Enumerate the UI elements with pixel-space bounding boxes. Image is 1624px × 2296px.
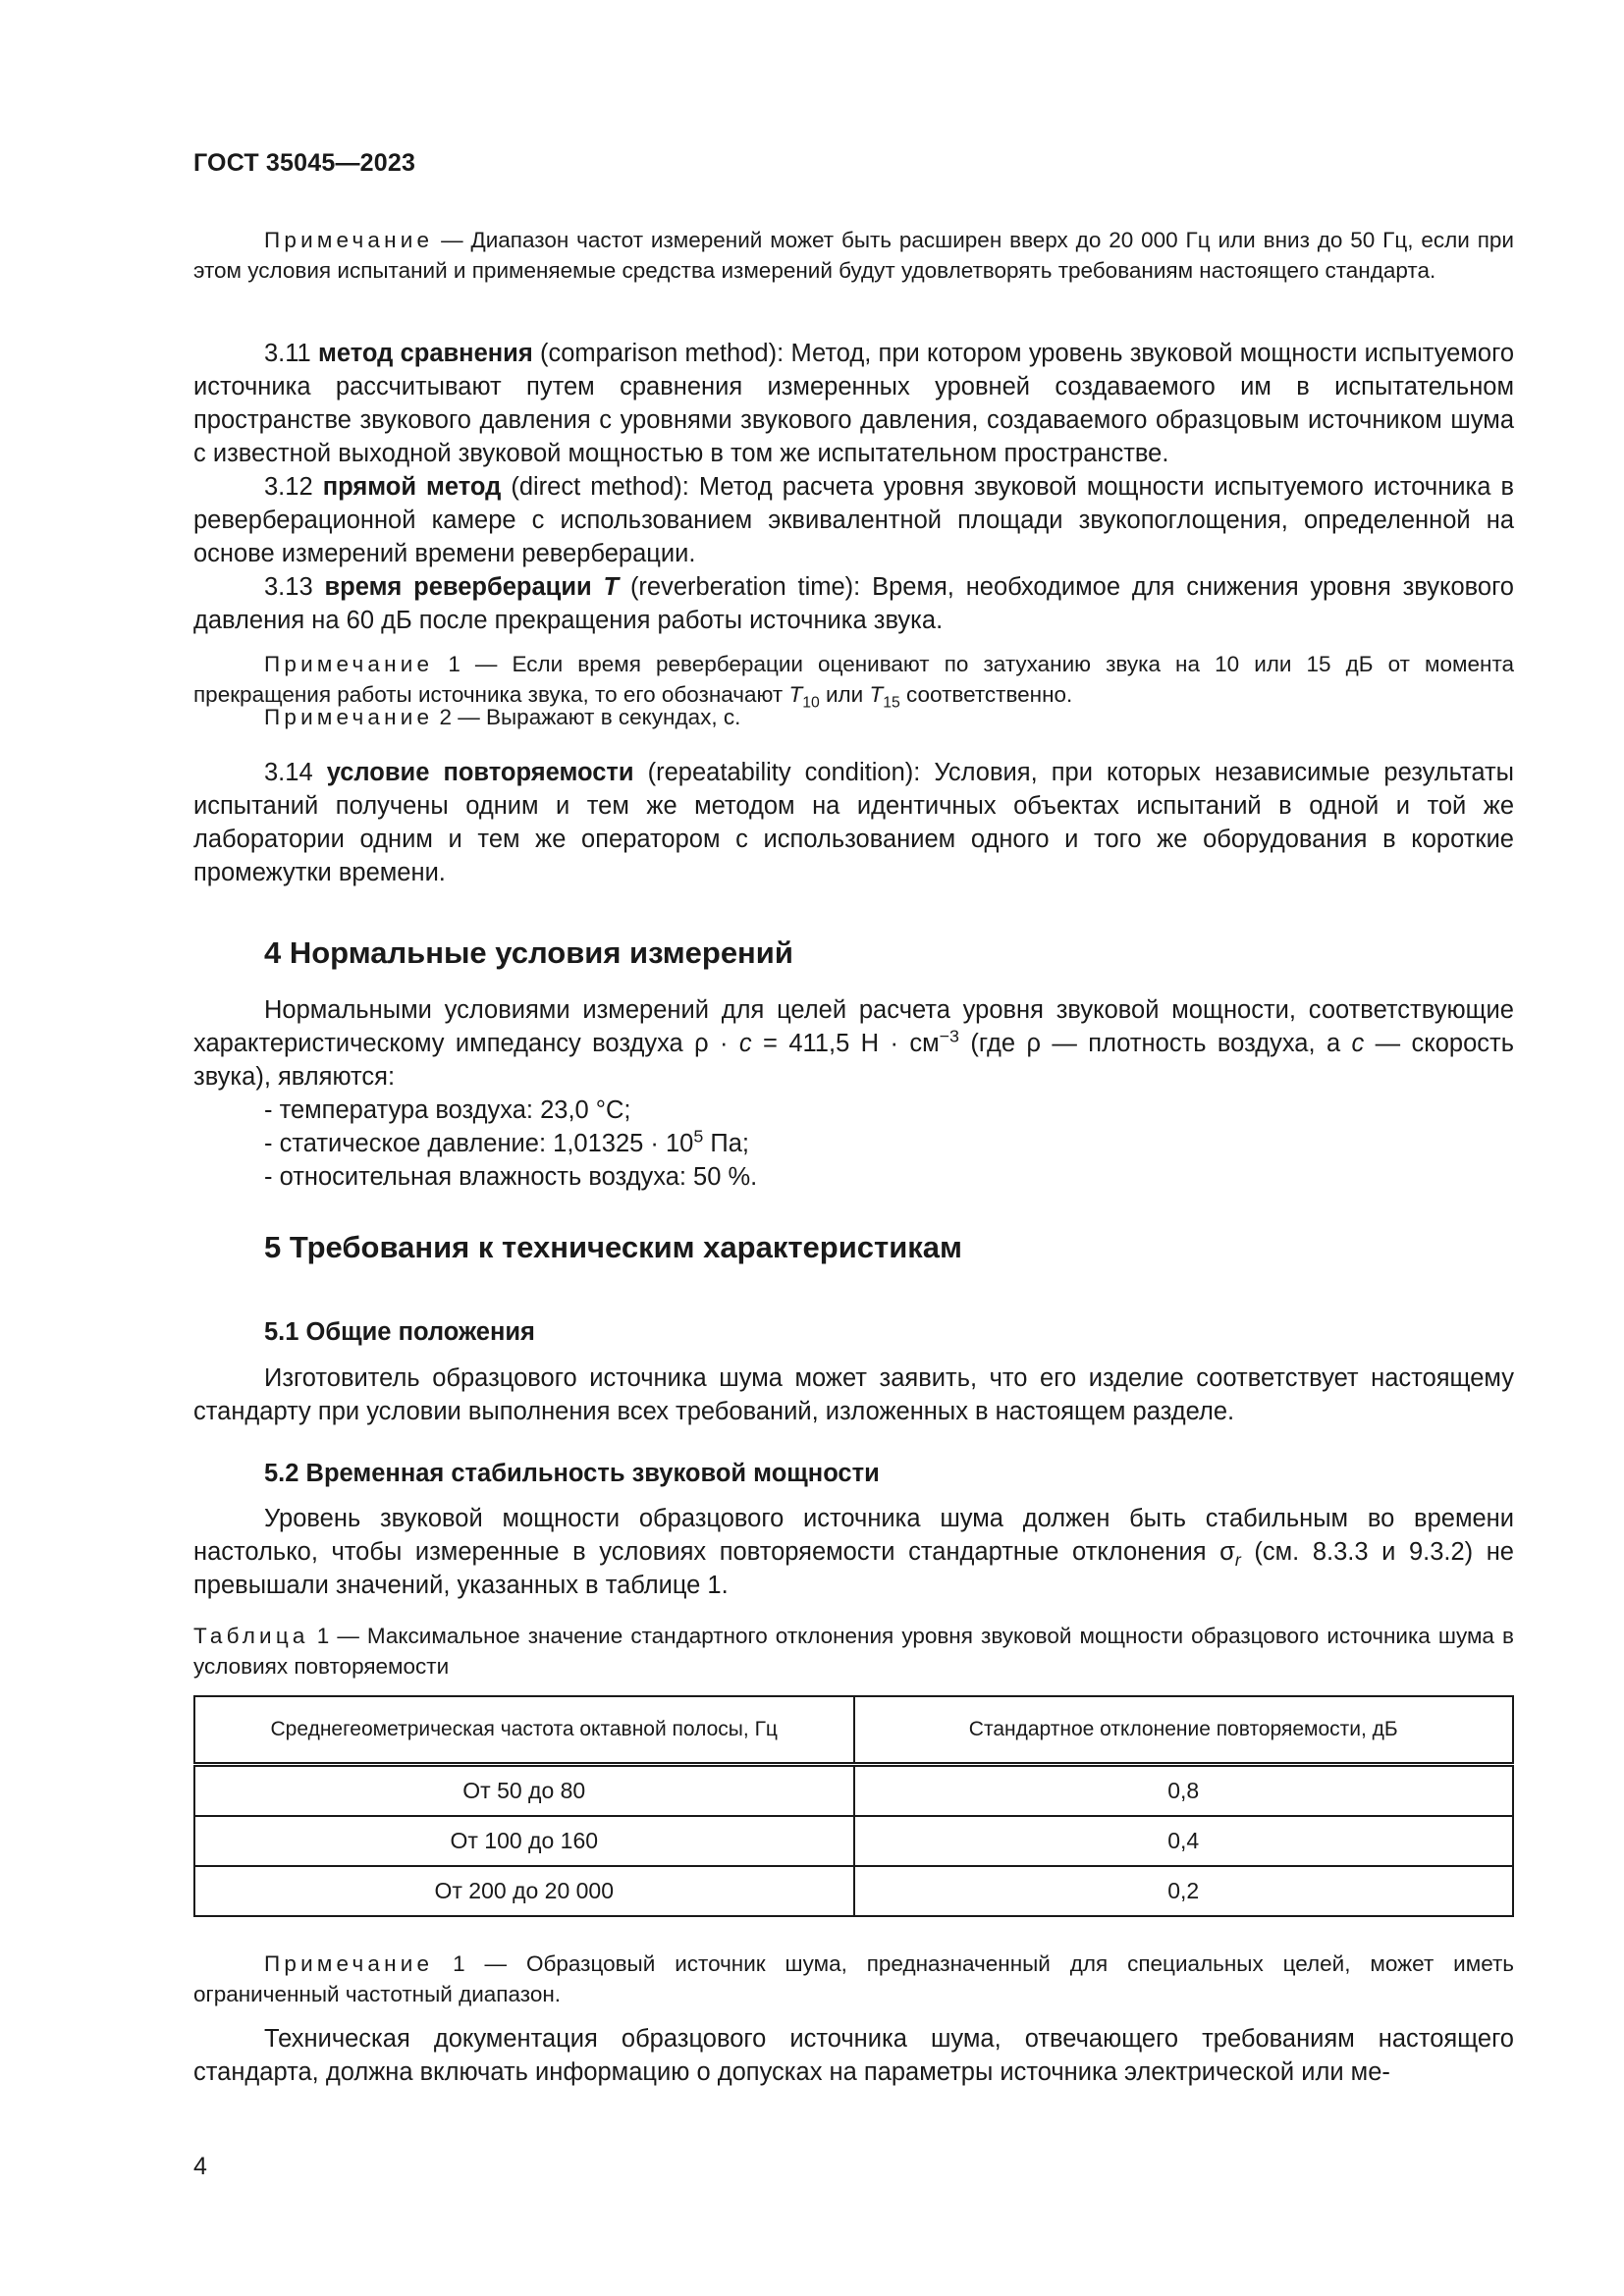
symbol-t: T: [869, 682, 884, 707]
paragraph: Изготовитель образцового источника шума может заявить, что его изделие соответствует настоящему стандарту при условии выполнения всех требований, изложенных в настоящем разделе.: [193, 1364, 1514, 1425]
text: (см. 8.3.3 и 9.3.2) не превышали значений, указанных в таблице 1.: [193, 1538, 1514, 1599]
c-symbol: c: [1351, 1030, 1365, 1057]
cell-deviation: 0,2: [854, 1866, 1514, 1916]
table-row: [194, 1765, 1513, 1817]
note-text: — Выражают в секундах, с.: [452, 705, 741, 729]
sigma-symbol: σ: [1219, 1538, 1235, 1566]
note-3-13-2: [193, 702, 1514, 732]
document-header: ГОСТ 35045—2023: [193, 149, 416, 177]
term-name: условие повторяемости: [326, 759, 634, 786]
subscript: 10: [802, 694, 820, 712]
table-note: [193, 1949, 1514, 2009]
section-5-1-text: [193, 1362, 1514, 1428]
note-number: 2: [433, 705, 452, 729]
section-5-2-title: 5.2 Временная стабильность звуковой мощности: [264, 1460, 880, 1487]
term-3-12: [193, 470, 1514, 570]
caption-label: Таблица: [193, 1624, 309, 1648]
term-definition: Время, необходимое для снижения уровня звукового давления на 60 дБ после прекращения работы источника звука.: [193, 573, 1514, 634]
table-header-row: [194, 1696, 1513, 1765]
note-number: 1: [433, 1951, 465, 1976]
term-english: (reverberation time):: [619, 573, 873, 601]
column-header-deviation: Стандартное отклонение повторяемости, дБ: [854, 1696, 1514, 1765]
text: Нормальными условиями измерений для целей расчета уровня звуковой мощности, соответствующие характеристическому импедансу воздуха: [193, 996, 1514, 1057]
term-english: (direct method):: [501, 473, 699, 501]
note-label: Примечание: [264, 1951, 434, 1976]
text: Па;: [703, 1130, 749, 1157]
note-3-13-1: [193, 649, 1514, 710]
text: - статическое давление: 1,01325 · 10: [264, 1130, 694, 1157]
note-number: 1: [433, 652, 460, 676]
cell-deviation: 0,8: [854, 1765, 1514, 1817]
term-name: метод сравнения: [318, 340, 533, 367]
text: = 411,5 Н · см: [751, 1030, 940, 1057]
table-1-caption: [193, 1621, 1514, 1682]
cell-frequency: От 200 до 20 000: [194, 1866, 854, 1916]
paragraph: Техническая документация образцового источника шума, отвечающего требованиям настоящего стандарта, должна включать информацию о допусках на параметры источника электрической или ме-: [193, 2025, 1514, 2086]
note-label: Примечание: [264, 705, 434, 729]
term-symbol: T: [603, 573, 620, 601]
list-item: [193, 1127, 1514, 1160]
term-3-11: [193, 337, 1514, 470]
term-3-13: [193, 570, 1514, 637]
text: (где: [958, 1030, 1027, 1057]
text: Уровень звуковой мощности образцового источника шума должен быть стабильным во времени настолько, чтобы измеренные в условиях повторяемости стандартные отклонения: [193, 1505, 1514, 1566]
note-text: — Образцовый источник шума, предназначенный для специальных целей, может иметь ограниченный частотный диапазон.: [193, 1951, 1514, 2006]
note-frequency-range: [193, 225, 1514, 286]
column-header-frequency: Среднегеометрическая частота октавной полосы, Гц: [194, 1696, 854, 1765]
page-number: 4: [193, 2153, 207, 2180]
exponent: 5: [693, 1126, 704, 1147]
note-text: соответственно.: [899, 682, 1073, 707]
text: ·: [708, 1030, 739, 1057]
exponent: −3: [939, 1026, 959, 1046]
note-text: — Диапазон частот измерений может быть расширен вверх до 20 000 Гц или вниз до 50 Гц, если при этом условия испытаний и применяемые средства измерений будут удовлетворять требованиям настоящего стандарта.: [193, 228, 1514, 283]
section-5-2-text: [193, 1502, 1514, 1602]
section-4-intro: [193, 993, 1514, 1194]
text: — плотность воздуха, а: [1041, 1030, 1352, 1057]
term-definition: Метод расчета уровня звуковой мощности испытуемого источника в реверберационной камере с использованием эквивалентной площади звукопоглощения, определенной на основе измерений времени реверберации.: [193, 473, 1515, 567]
term-number: 3.12: [264, 473, 313, 501]
table-1: [193, 1695, 1514, 1917]
term-definition: Условия, при которых независимые результаты испытаний получены одним и тем же методом на идентичных объектах испытаний в одной и той же лаборатории одним и тем же оператором с использованием одного и того же оборудования в короткие промежутки времени.: [193, 759, 1514, 886]
list-item: - температура воздуха: 23,0 °C;: [264, 1096, 631, 1124]
note-text: — Если время реверберации оценивают по затуханию звука на 10 или 15 дБ от момента прекращения работы источника звука, то его обозначают: [193, 652, 1515, 707]
term-number: 3.11: [264, 340, 311, 367]
term-name: время реверберации: [324, 573, 592, 601]
term-3-14: [193, 756, 1514, 889]
cell-frequency: От 50 до 80: [194, 1765, 854, 1817]
text: — скорость звука), являются:: [193, 1030, 1515, 1091]
cell-frequency: От 100 до 160: [194, 1816, 854, 1866]
term-definition: Метод, при котором уровень звуковой мощности испытуемого источника рассчитывают путем сравнения измеренных уровней создаваемого им в испытательном пространстве звукового давления с уровнями звукового давления, создаваемого образцовым источником шума с известной выходной звуковой мощностью в том же испытательном пространстве.: [193, 340, 1515, 467]
cell-deviation: 0,4: [854, 1816, 1514, 1866]
section-4-title: 4 Нормальные условия измерений: [264, 935, 793, 970]
table-row: [194, 1816, 1513, 1866]
c-symbol: c: [738, 1030, 752, 1057]
term-english: (repeatability condition):: [633, 759, 935, 786]
term-name: прямой метод: [322, 473, 502, 501]
final-paragraph: [193, 2022, 1514, 2089]
note-label: Примечание: [264, 228, 434, 252]
term-number: 3.14: [264, 759, 313, 786]
term-number: 3.13: [264, 573, 313, 601]
subscript: 15: [883, 694, 900, 712]
section-5-title: 5 Требования к техническим характеристикам: [264, 1230, 962, 1264]
note-label: Примечание: [264, 652, 434, 676]
subscript: r: [1234, 1550, 1241, 1571]
term-english: (comparison method):: [532, 340, 791, 367]
note-text: или: [819, 682, 870, 707]
rho-symbol: ρ: [1026, 1030, 1041, 1057]
section-5-1-title: 5.1 Общие положения: [264, 1318, 535, 1346]
rho-symbol: ρ: [694, 1030, 709, 1057]
table-row: [194, 1866, 1513, 1916]
list-item: - относительная влажность воздуха: 50 %.: [264, 1163, 758, 1191]
caption-text: 1 — Максимальное значение стандартного отклонения уровня звуковой мощности образцового источника шума в условиях повторяемости: [193, 1624, 1514, 1679]
symbol-t: T: [788, 682, 803, 707]
